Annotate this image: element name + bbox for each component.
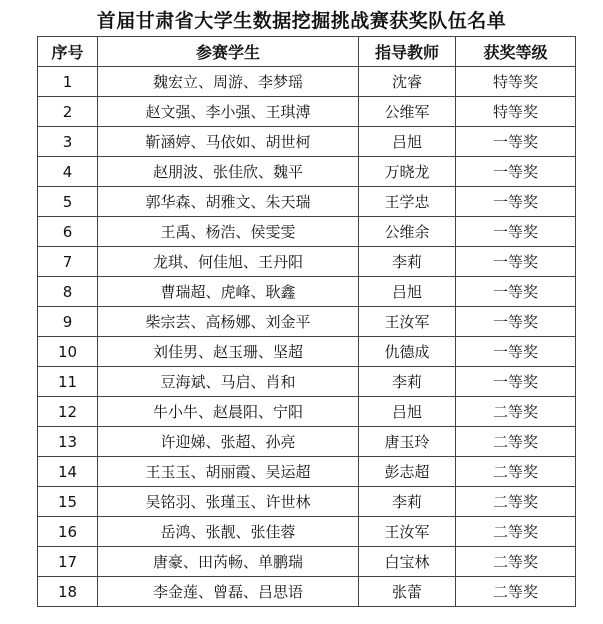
table-row <box>38 367 576 397</box>
cell-teacher: 吕旭 <box>359 277 456 307</box>
cell-award-level: 二等奖 <box>456 427 576 457</box>
table-header-row <box>38 37 576 67</box>
table-row <box>38 517 576 547</box>
cell-students: 王玉玉、胡丽霞、吴运超 <box>98 457 359 487</box>
cell-students: 赵朋波、张佳欣、魏平 <box>98 157 359 187</box>
cell-number: 15 <box>38 487 98 517</box>
cell-students: 王禹、杨浩、侯雯雯 <box>98 217 359 247</box>
column-header-award-level: 获奖等级 <box>456 37 576 67</box>
cell-students: 靳涵婷、马依如、胡世柯 <box>98 127 359 157</box>
cell-students: 曹瑞超、虎峰、耿鑫 <box>98 277 359 307</box>
table-row <box>38 337 576 367</box>
table-body <box>38 67 576 607</box>
cell-award-level: 一等奖 <box>456 247 576 277</box>
cell-students: 吴铭羽、张瑾玉、许世林 <box>98 487 359 517</box>
cell-teacher: 李莉 <box>359 487 456 517</box>
table-row <box>38 577 576 607</box>
cell-number: 18 <box>38 577 98 607</box>
table-row <box>38 127 576 157</box>
award-table <box>37 36 576 607</box>
cell-award-level: 二等奖 <box>456 547 576 577</box>
cell-award-level: 一等奖 <box>456 157 576 187</box>
table-row <box>38 187 576 217</box>
cell-number: 4 <box>38 157 98 187</box>
cell-number: 9 <box>38 307 98 337</box>
cell-students: 许迎娣、张超、孙亮 <box>98 427 359 457</box>
cell-award-level: 二等奖 <box>456 397 576 427</box>
cell-number: 10 <box>38 337 98 367</box>
cell-students: 李金莲、曾磊、吕思语 <box>98 577 359 607</box>
cell-teacher: 李莉 <box>359 367 456 397</box>
column-header-teacher: 指导教师 <box>359 37 456 67</box>
cell-students: 牛小牛、赵晨阳、宁阳 <box>98 397 359 427</box>
cell-students: 郭华森、胡雅文、朱天瑞 <box>98 187 359 217</box>
cell-teacher: 公维军 <box>359 97 456 127</box>
cell-teacher: 王学忠 <box>359 187 456 217</box>
table-row <box>38 157 576 187</box>
cell-award-level: 一等奖 <box>456 217 576 247</box>
cell-award-level: 二等奖 <box>456 457 576 487</box>
cell-teacher: 万晓龙 <box>359 157 456 187</box>
cell-students: 豆海斌、马启、肖和 <box>98 367 359 397</box>
table-row <box>38 547 576 577</box>
table-row <box>38 457 576 487</box>
cell-award-level: 特等奖 <box>456 97 576 127</box>
cell-award-level: 二等奖 <box>456 577 576 607</box>
cell-teacher: 吕旭 <box>359 127 456 157</box>
cell-number: 2 <box>38 97 98 127</box>
cell-teacher: 王汝军 <box>359 307 456 337</box>
cell-teacher: 仇德成 <box>359 337 456 367</box>
cell-number: 7 <box>38 247 98 277</box>
cell-number: 6 <box>38 217 98 247</box>
column-header-students: 参赛学生 <box>98 37 359 67</box>
cell-students: 魏宏立、周游、李梦瑶 <box>98 67 359 97</box>
cell-number: 1 <box>38 67 98 97</box>
cell-students: 柴宗芸、高杨娜、刘金平 <box>98 307 359 337</box>
cell-teacher: 公维余 <box>359 217 456 247</box>
cell-award-level: 一等奖 <box>456 337 576 367</box>
cell-award-level: 一等奖 <box>456 127 576 157</box>
table-row <box>38 97 576 127</box>
cell-students: 刘佳男、赵玉珊、坚超 <box>98 337 359 367</box>
cell-award-level: 一等奖 <box>456 307 576 337</box>
cell-award-level: 一等奖 <box>456 277 576 307</box>
column-header-number: 序号 <box>38 37 98 67</box>
table-row <box>38 277 576 307</box>
cell-teacher: 沈睿 <box>359 67 456 97</box>
cell-award-level: 一等奖 <box>456 187 576 217</box>
table-row <box>38 247 576 277</box>
table-row <box>38 67 576 97</box>
cell-teacher: 唐玉玲 <box>359 427 456 457</box>
cell-award-level: 二等奖 <box>456 487 576 517</box>
cell-students: 赵文强、李小强、王琪溥 <box>98 97 359 127</box>
table-row <box>38 217 576 247</box>
table-row <box>38 427 576 457</box>
cell-teacher: 白宝林 <box>359 547 456 577</box>
cell-number: 14 <box>38 457 98 487</box>
page-title: 首届甘肃省大学生数据挖掘挑战赛获奖队伍名单 <box>96 10 507 32</box>
cell-number: 11 <box>38 367 98 397</box>
cell-students: 唐豪、田芮畅、单鹏瑞 <box>98 547 359 577</box>
cell-award-level: 二等奖 <box>456 517 576 547</box>
cell-number: 13 <box>38 427 98 457</box>
cell-teacher: 王汝军 <box>359 517 456 547</box>
cell-number: 3 <box>38 127 98 157</box>
cell-number: 5 <box>38 187 98 217</box>
cell-teacher: 张蕾 <box>359 577 456 607</box>
cell-students: 龙琪、何佳旭、王丹阳 <box>98 247 359 277</box>
cell-number: 12 <box>38 397 98 427</box>
cell-teacher: 李莉 <box>359 247 456 277</box>
cell-teacher: 彭志超 <box>359 457 456 487</box>
cell-teacher: 吕旭 <box>359 397 456 427</box>
table-row <box>38 307 576 337</box>
cell-students: 岳鸿、张靓、张佳蓉 <box>98 517 359 547</box>
cell-number: 17 <box>38 547 98 577</box>
cell-number: 8 <box>38 277 98 307</box>
cell-number: 16 <box>38 517 98 547</box>
cell-award-level: 一等奖 <box>456 367 576 397</box>
cell-award-level: 特等奖 <box>456 67 576 97</box>
table-row <box>38 487 576 517</box>
table-row <box>38 397 576 427</box>
